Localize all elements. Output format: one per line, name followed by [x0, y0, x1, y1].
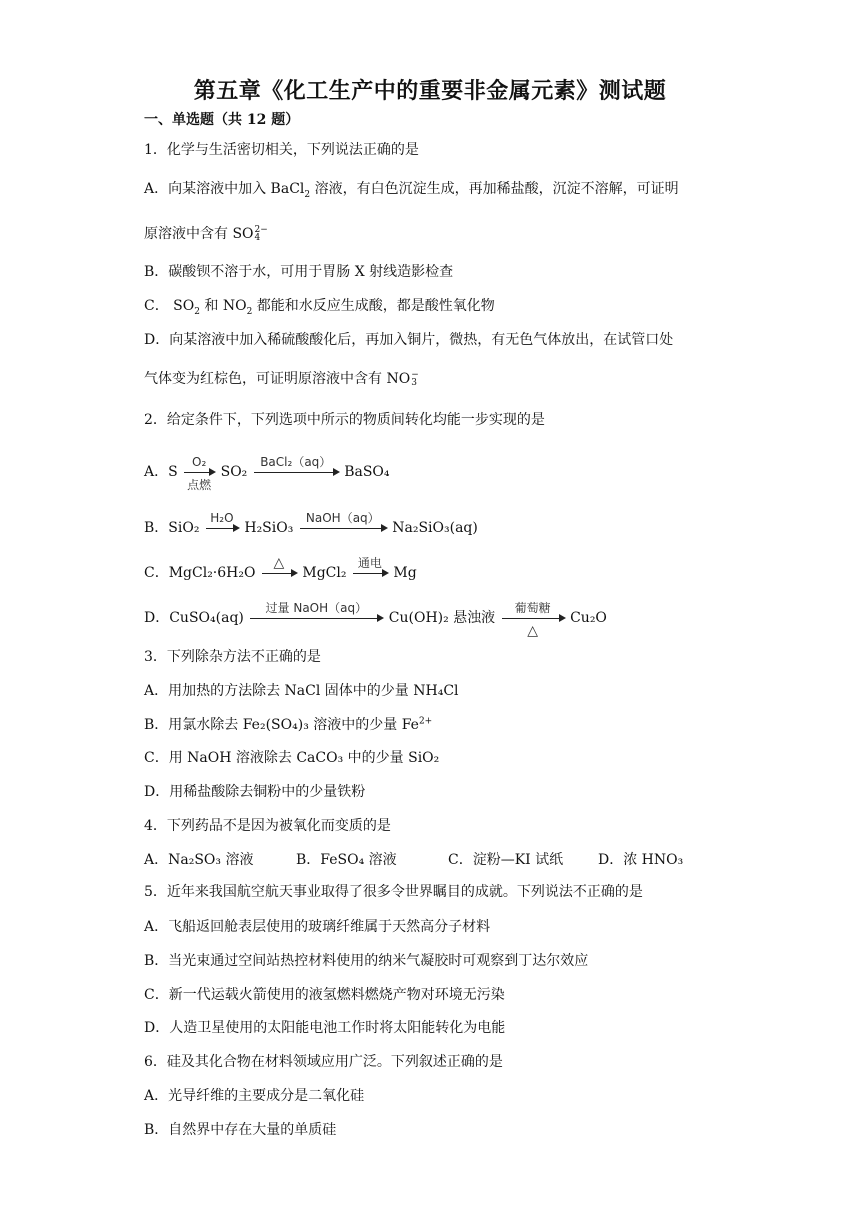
question-1-stem: 1．化学与生活密切相关，下列说法正确的是 [144, 142, 419, 158]
question-3-stem: 3．下列除杂方法不正确的是 [144, 649, 321, 665]
question-5-stem: 5．近年来我国航空航天事业取得了很多令世界瞩目的成就。下列说法不正确的是 [144, 884, 643, 900]
reaction-arrow: 过量 NaOH（aq） [250, 618, 382, 619]
section-heading: 一、单选题（共 12 题） [144, 112, 300, 128]
q5-option-a: A．飞船返回舱表层使用的玻璃纤维属于天然高分子材料 [144, 919, 491, 935]
q3-option-d: D．用稀盐酸除去铜粉中的少量铁粉 [144, 784, 366, 800]
q4-options [144, 850, 683, 870]
q3-option-c: C．用 NaOH 溶液除去 CaCO₃ 中的少量 SiO₂ [144, 750, 440, 766]
question-2-stem: 2．给定条件下，下列选项中所示的物质间转化均能一步实现的是 [144, 412, 545, 428]
q4-option-a: A．Na₂SO₃ 溶液 [144, 852, 254, 868]
reaction-arrow: △ [262, 573, 296, 574]
q2-option-a: A．S O₂ 点燃 SO₂ BaCl₂（aq） BaSO₄ [144, 454, 390, 492]
q1-option-d-line2: 气体变为红棕色，可证明原溶液中含有 NO − 3 [144, 370, 419, 388]
q5-option-d: D．人造卫星使用的太阳能电池工作时将太阳能转化为电能 [144, 1020, 506, 1036]
question-4-stem: 4．下列药品不是因为被氧化而变质的是 [144, 818, 391, 834]
q2-option-c: C．MgCl₂·6H₂O △ MgCl₂ 通电 Mg [144, 554, 417, 581]
q5-option-b: B．当光束通过空间站热控材料使用的纳米气凝胶时可观察到丁达尔效应 [144, 953, 589, 969]
reaction-arrow: BaCl₂（aq） [254, 472, 338, 473]
q4-option-d: D．浓 HNO₃ [598, 852, 684, 868]
q1-option-d-line1: D．向某溶液中加入稀硫酸酸化后，再加入铜片，微热，有无色气体放出，在试管口处 [144, 332, 674, 348]
q4-option-b: B．FeSO₄ 溶液 [296, 852, 397, 868]
reaction-arrow: H₂O [206, 528, 238, 529]
q2-option-d: D．CuSO₄(aq) 过量 NaOH（aq） Cu(OH)₂ 悬浊液 葡萄糖 △ Cu₂O [144, 600, 607, 639]
q5-option-c: C．新一代运载火箭使用的液氢燃料燃烧产物对环境无污染 [144, 987, 505, 1003]
q6-option-a: A．光导纤维的主要成分是二氧化硅 [144, 1088, 365, 1104]
q4-option-c: C．淀粉—KI 试纸 [448, 852, 564, 868]
q2-option-b: B．SiO₂ H₂O H₂SiO₃ NaOH（aq） Na₂SiO₃(aq) [144, 510, 478, 536]
q1-option-b: B．碳酸钡不溶于水，可用于胃肠 X 射线造影检查 [144, 264, 454, 280]
q1-option-c: C． $SO_2$ 和 $NO_2$ 都能和水反应生成酸，都是酸性氧化物 [144, 298, 495, 317]
q1-option-a-line1: A．向某溶液中加入 BaCl$_2$ 溶液，有白色沉淀生成，再加稀盐酸，沉淀不溶解，可证明 [144, 181, 679, 200]
reaction-arrow: 葡萄糖 △ [502, 618, 564, 619]
q3-option-a: A．用加热的方法除去 NaCl 固体中的少量 NH₄Cl [144, 683, 459, 699]
question-6-stem: 6．硅及其化合物在材料领域应用广泛。下列叙述正确的是 [144, 1054, 503, 1070]
reaction-arrow: 通电 [353, 573, 387, 574]
q6-option-b: B．自然界中存在大量的单质硅 [144, 1122, 337, 1138]
reaction-arrow: O₂ 点燃 [184, 472, 214, 473]
q3-option-b: B．用氯水除去 Fe₂(SO₄)₃ 溶液中的少量 $Fe^{2+}$ [144, 716, 433, 733]
reaction-arrow: NaOH（aq） [300, 528, 386, 529]
q1-option-a-line2: 原溶液中含有 SO 2− 4 [144, 225, 268, 243]
page-title: 第五章《化工生产中的重要非金属元素》测试题 [193, 78, 667, 104]
